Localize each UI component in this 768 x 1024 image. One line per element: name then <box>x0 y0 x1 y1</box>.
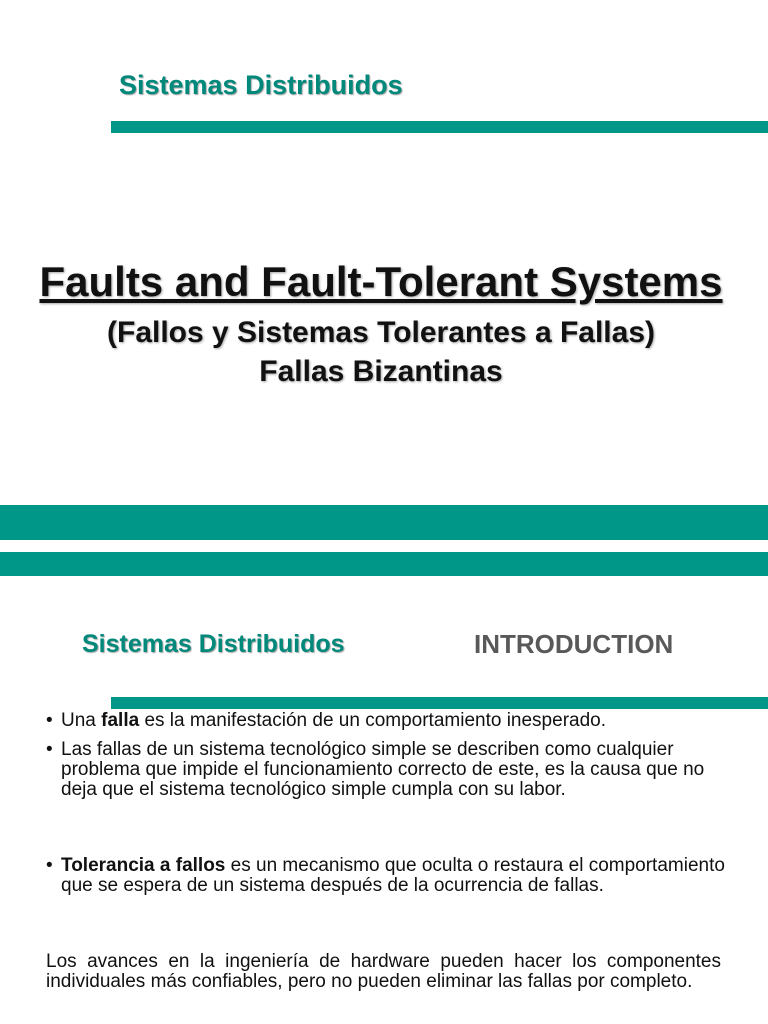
header-accent-bar <box>111 121 768 133</box>
bullet-item <box>46 856 736 896</box>
slide-1-header: Sistemas Distribuidos <box>119 70 403 100</box>
bullet-text-post: es un mecanismo que oculta o restaura el comportamiento que se espera de un sistema después de la ocurrencia de fallas. <box>61 855 725 896</box>
presentation-subtitle-2: Fallas Bizantinas <box>259 355 503 388</box>
section-title: INTRODUCTION <box>474 629 674 659</box>
bullet-item <box>46 711 736 731</box>
bullet-text-pre: Una <box>61 710 102 731</box>
bullet-text-bold: Tolerancia a fallos <box>61 855 226 876</box>
bullet-dot: • <box>46 739 53 760</box>
presentation-title: Faults and Fault-Tolerant Systems <box>39 258 723 305</box>
bullet-dot: • <box>46 855 53 876</box>
bullet-dot: • <box>46 710 53 731</box>
slide-2-top-band <box>0 552 768 576</box>
slide-2-header: Sistemas Distribuidos <box>82 630 345 658</box>
bullet-text-post: es la manifestación de un comportamiento inesperado. <box>139 710 606 731</box>
bullet-item <box>46 740 736 800</box>
footer-band-thick <box>0 505 768 540</box>
bullet-text: Las fallas de un sistema tecnológico simple se describen como cualquier problema que impide el funcionamiento correcto de este, es la causa que no deja que el sistema tecnológico simple cumpla con su labor. <box>61 739 705 800</box>
bullet-text <box>61 711 736 731</box>
bullet-text-bold: falla <box>101 710 140 731</box>
body-paragraph: Los avances en la ingeniería de hardware pueden hacer los componentes individuales más confiables, pero no pueden eliminar las fallas por completo. <box>46 951 721 992</box>
presentation-subtitle: (Fallos y Sistemas Tolerantes a Fallas) <box>107 316 655 349</box>
bullet-text <box>61 856 736 896</box>
slide-2-accent-bar <box>111 697 768 709</box>
